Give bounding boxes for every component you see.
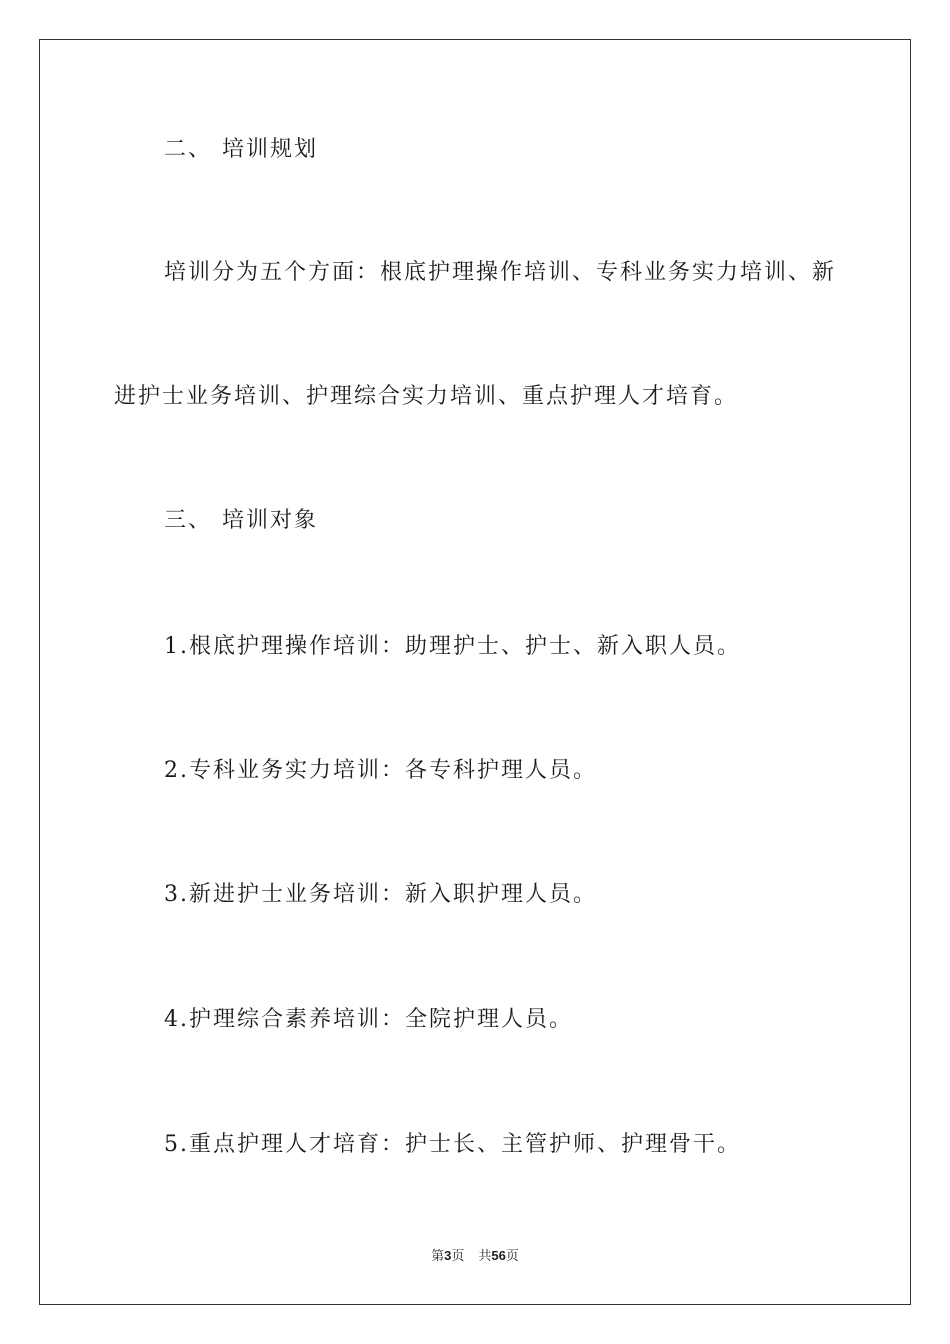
list-item: 4.护理综合素养培训：全院护理人员。 (164, 1007, 573, 1032)
section-heading-2 (164, 135, 318, 165)
page-footer (0, 1247, 950, 1266)
page-suffix: 页 (451, 1249, 465, 1264)
page-border (39, 39, 911, 1305)
page-number: 3 (444, 1248, 452, 1263)
list-item: 5.重点护理人才培育：护士长、主管护师、护理骨干。 (164, 1132, 741, 1157)
page-prefix: 第 (431, 1249, 445, 1264)
section-title: 培训对象 (222, 508, 319, 533)
list-item: 1.根底护理操作培训：助理护士、护士、新入职人员。 (164, 634, 741, 659)
total-suffix: 页 (505, 1249, 519, 1264)
section-title: 培训规划 (222, 137, 319, 162)
list-item: 2.专科业务实力培训：各专科护理人员。 (164, 758, 597, 783)
section-heading-3 (164, 506, 318, 536)
section-number: 二、 (164, 137, 213, 162)
section-number: 三、 (164, 508, 213, 533)
total-prefix: 共 (478, 1249, 492, 1264)
paragraph-line-2: 进护士业务培训、护理综合实力培训、重点护理人才培育。 (114, 384, 739, 409)
paragraph-line-1: 培训分为五个方面：根底护理操作培训、专科业务实力培训、新 (164, 260, 837, 285)
list-item: 3.新进护士业务培训：新入职护理人员。 (164, 882, 597, 907)
total-pages: 56 (491, 1248, 506, 1263)
